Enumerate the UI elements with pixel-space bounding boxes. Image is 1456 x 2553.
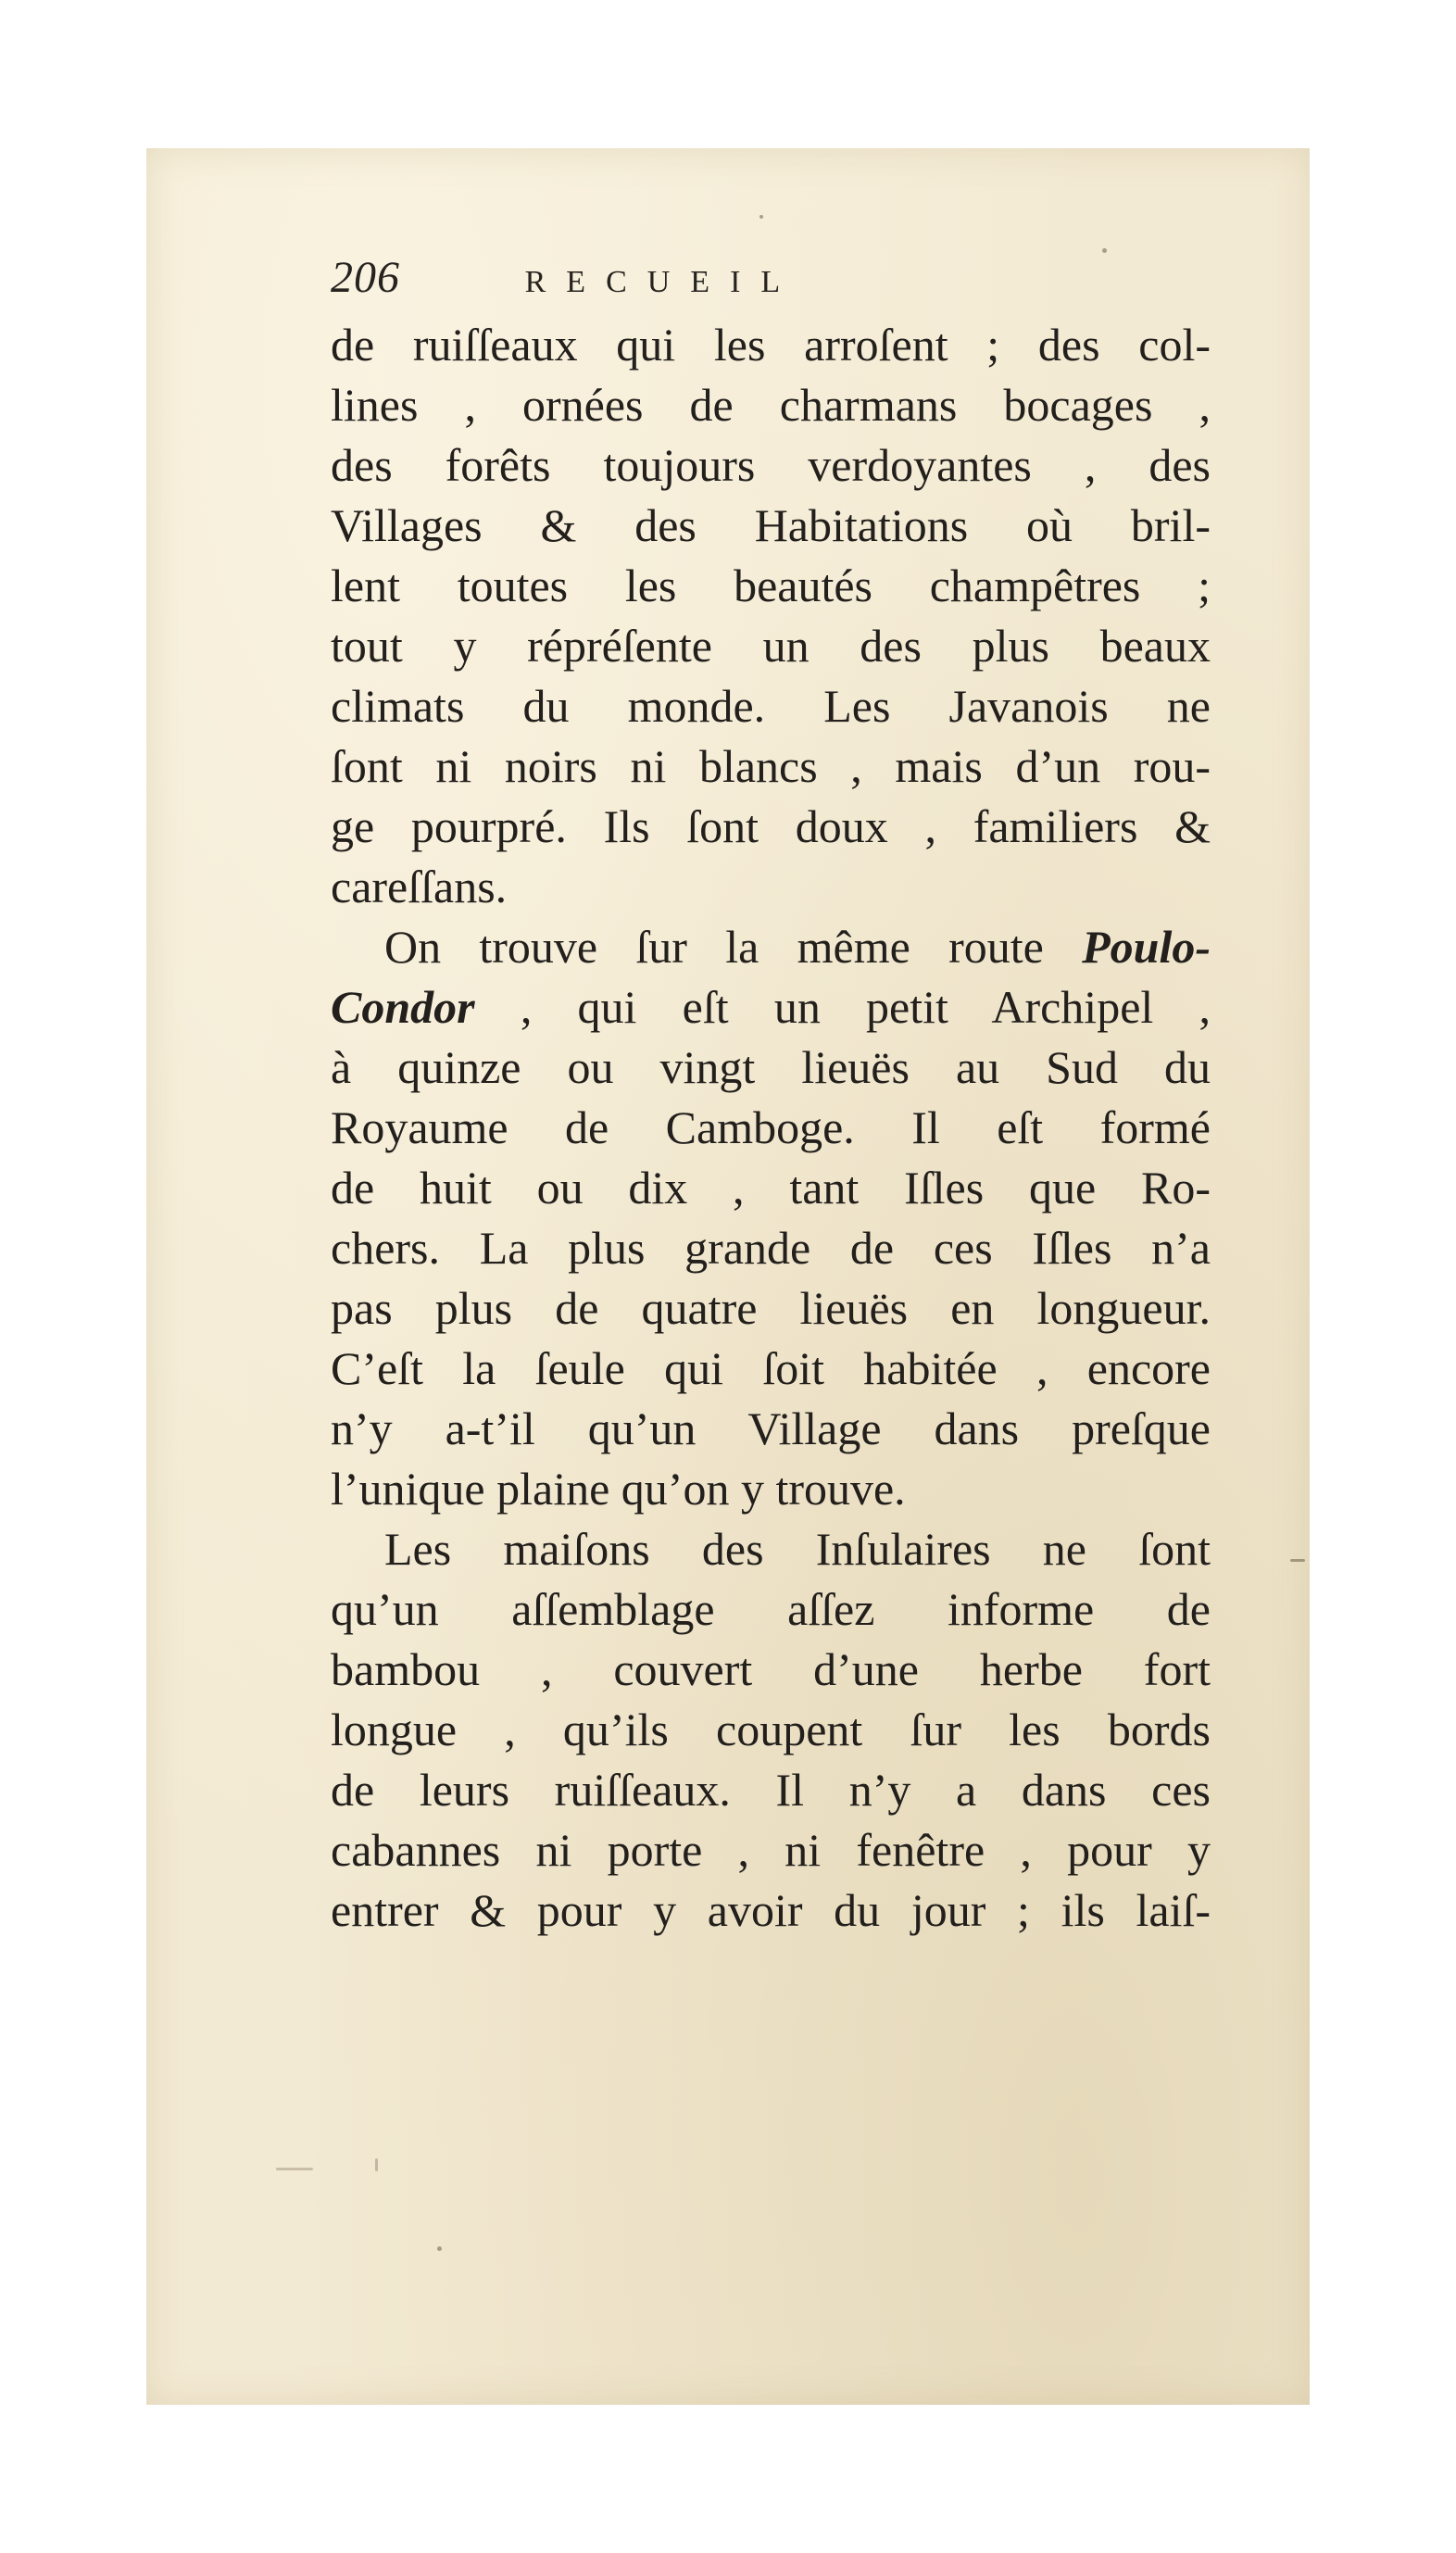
text-line: bambou , couvert d’une herbe fort <box>331 1643 1211 1695</box>
text-line: tout y répréſente un des plus beaux <box>331 620 1211 672</box>
text-line: de huit ou dix , tant Iſles que Ro- <box>331 1162 1211 1214</box>
text-line: lines , ornées de charmans bocages , <box>331 379 1211 431</box>
paper-speck <box>1102 248 1107 253</box>
text-line: qu’un aſſemblage aſſez informe de <box>331 1583 1211 1635</box>
text-line: des forêts toujours verdoyantes , des <box>331 439 1211 491</box>
text-line: de leurs ruiſſeaux. Il n’y a dans ces <box>331 1764 1211 1816</box>
body-text <box>331 315 1211 1941</box>
paragraph-start-line: Les maiſons des Inſulaires ne ſont <box>384 1523 1211 1575</box>
text-line: careſſans. <box>331 861 508 912</box>
running-title: RECUEIL <box>524 265 801 299</box>
text-line: n’y a-t’il qu’un Village dans preſque <box>331 1402 1211 1454</box>
text-line: cabannes ni porte , ni fenêtre , pour y <box>331 1824 1211 1876</box>
text-line: Villages & des Habitations où bril- <box>331 499 1211 551</box>
text-line: C’eſt la ſeule qui ſoit habitée , encore <box>331 1342 1211 1394</box>
text-line: à quinze ou vingt lieuës au Sud du <box>331 1041 1211 1093</box>
text-line: ge pourpré. Ils ſont doux , familiers & <box>331 800 1211 852</box>
text-line: climats du monde. Les Javanois ne <box>331 680 1211 732</box>
place-name-italic: Poulo- <box>1082 921 1211 973</box>
place-name-italic: Condor <box>331 981 475 1033</box>
text-segment: On trouve ſur la même route <box>384 921 1083 973</box>
text-line: l’unique plaine qu’on y trouve. <box>331 1463 906 1515</box>
paper-speck <box>375 2158 378 2171</box>
paper-speck <box>437 2246 442 2251</box>
text-line: ſont ni noirs ni blancs , mais d’un rou- <box>331 740 1211 792</box>
text-line: Royaume de Camboge. Il eſt formé <box>331 1101 1211 1153</box>
text-line: chers. La plus grande de ces Iſles n’a <box>331 1222 1211 1274</box>
text-line: de ruiſſeaux qui les arroſent ; des col- <box>331 319 1211 371</box>
page-number: 206 <box>331 253 400 302</box>
text-line: entrer & pour y avoir du jour ; ils laiſ- <box>331 1884 1211 1936</box>
page-header <box>331 253 801 302</box>
paper-speck <box>276 2168 313 2170</box>
paragraph-start-line <box>331 917 1211 977</box>
text-line <box>331 977 1211 1038</box>
text-segment: , qui eſt un petit Archipel , <box>474 981 1211 1033</box>
text-line: pas plus de quatre lieuës en longueur. <box>331 1282 1211 1334</box>
paper-speck <box>759 215 763 219</box>
text-line: longue , qu’ils coupent ſur les bords <box>331 1704 1211 1755</box>
paper-speck <box>1290 1559 1305 1562</box>
text-line: lent toutes les beautés champêtres ; <box>331 560 1211 611</box>
